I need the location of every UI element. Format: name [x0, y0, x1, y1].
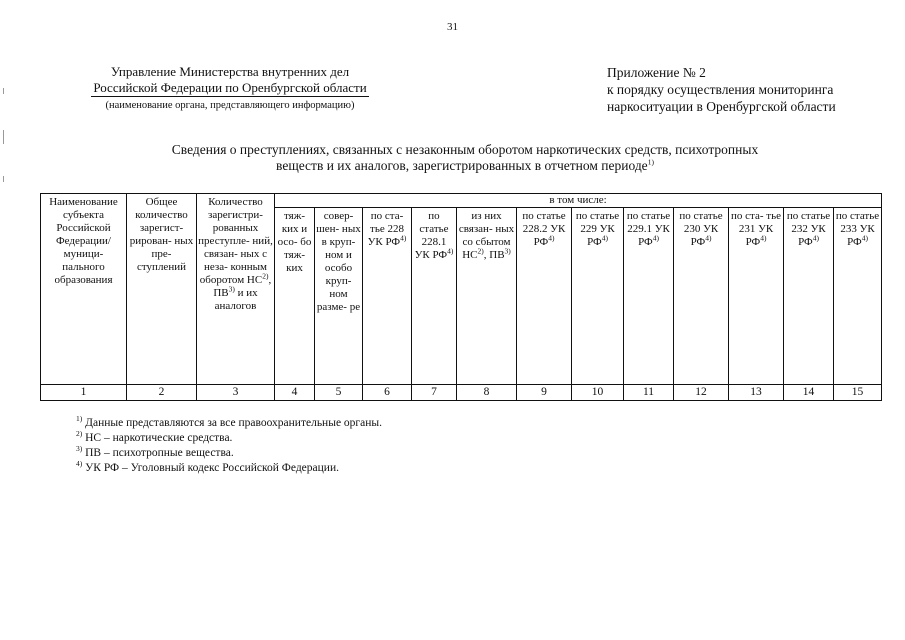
header-drug-crimes: Количество зарегистри- рованных преступле- ний, связан- ных с неза- конным оборотом НС$^{2)}$, ПВ$^{3)}$ и их аналогов: [197, 194, 275, 385]
footnote-item: $^{3)}$ ПВ – психотропные вещества.: [76, 444, 234, 459]
org-name-line1: Управление Министерства внутренних дел: [110, 64, 350, 79]
footnote-item: $^{2)}$ НС – наркотические средства.: [76, 429, 233, 444]
page-number: 31: [447, 21, 458, 33]
column-number: 2: [127, 384, 197, 400]
column-number: 8: [457, 384, 517, 400]
column-number: 7: [412, 384, 457, 400]
column-number: 11: [624, 384, 674, 400]
appendix-block: [607, 64, 836, 115]
header-grave: тяж- ких и осо- бо тяж- ких: [275, 208, 315, 385]
header-row-group: [41, 194, 882, 208]
header-art-228: по ста- тье 228 УК РФ$^{4)}$: [363, 208, 412, 385]
footnote-ref: 1): [647, 157, 654, 167]
footnote-item: $^{1)}$ Данные представляются за все правоохранительные органы.: [76, 414, 382, 429]
margin-mark: [3, 88, 4, 94]
column-number: 5: [315, 384, 363, 400]
column-number: 14: [784, 384, 834, 400]
column-number: 13: [729, 384, 784, 400]
title-line2: веществ и их аналогов, зарегистрированных в отчетном периоде: [276, 158, 648, 173]
column-number: 1: [41, 384, 127, 400]
org-name-line2: Российской Федерации по Оренбургской области: [93, 80, 367, 95]
header-large-scale: совер- шен- ных в круп- ном и особо круп- ном разме- ре: [315, 208, 363, 385]
title-line1: Сведения о преступлениях, связанных с незаконным оборотом наркотических средств, психотропных: [171, 142, 759, 157]
header-sales-related: из них связан- ных со сбытом НС$^{2)}$, ПВ$^{3)}$: [457, 208, 517, 385]
document-title: [110, 142, 820, 174]
report-table: [40, 193, 882, 401]
appendix-text-line3: наркоситуации в Оренбургской области: [607, 99, 836, 114]
header-art-229-1: по статье 229.1 УК РФ$^{4)}$: [624, 208, 674, 385]
header-art-231: по ста- тье 231 УК РФ$^{4)}$: [729, 208, 784, 385]
column-number: 12: [674, 384, 729, 400]
header-art-230: по статье 230 УК РФ$^{4)}$: [674, 208, 729, 385]
header-art-229: по статье 229 УК РФ$^{4)}$: [572, 208, 624, 385]
appendix-text-line2: к порядку осуществления мониторинга: [607, 82, 834, 97]
column-number: 3: [197, 384, 275, 400]
column-number-row: [41, 384, 882, 400]
header-art-228-2: по статье 228.2 УК РФ$^{4)}$: [517, 208, 572, 385]
footnote-item: $^{4)}$ УК РФ – Уголовный кодекс Российской Федерации.: [76, 459, 339, 474]
column-number: 15: [834, 384, 882, 400]
header-including: в том числе:: [275, 194, 882, 208]
org-block: [70, 64, 390, 112]
header-art-228-1: по статье 228.1 УК РФ$^{4)}$: [412, 208, 457, 385]
header-total-crimes: Общее количество зарегист- рирован- ных пре- ступлений: [127, 194, 197, 385]
column-number: 6: [363, 384, 412, 400]
header-art-232: по статье 232 УК РФ$^{4)}$: [784, 208, 834, 385]
org-note: (наименование органа, представляющего информацию): [105, 100, 355, 111]
margin-mark: [3, 176, 4, 182]
column-number: 10: [572, 384, 624, 400]
appendix-number: Приложение № 2: [607, 65, 706, 80]
header-subject: Наименование субъекта Российской Федерации/ муници- пального образования: [41, 194, 127, 385]
column-number: 9: [517, 384, 572, 400]
column-number: 4: [275, 384, 315, 400]
margin-mark: [3, 130, 4, 144]
header-art-233: по статье 233 УК РФ$^{4)}$: [834, 208, 882, 385]
footnotes: [76, 416, 382, 476]
